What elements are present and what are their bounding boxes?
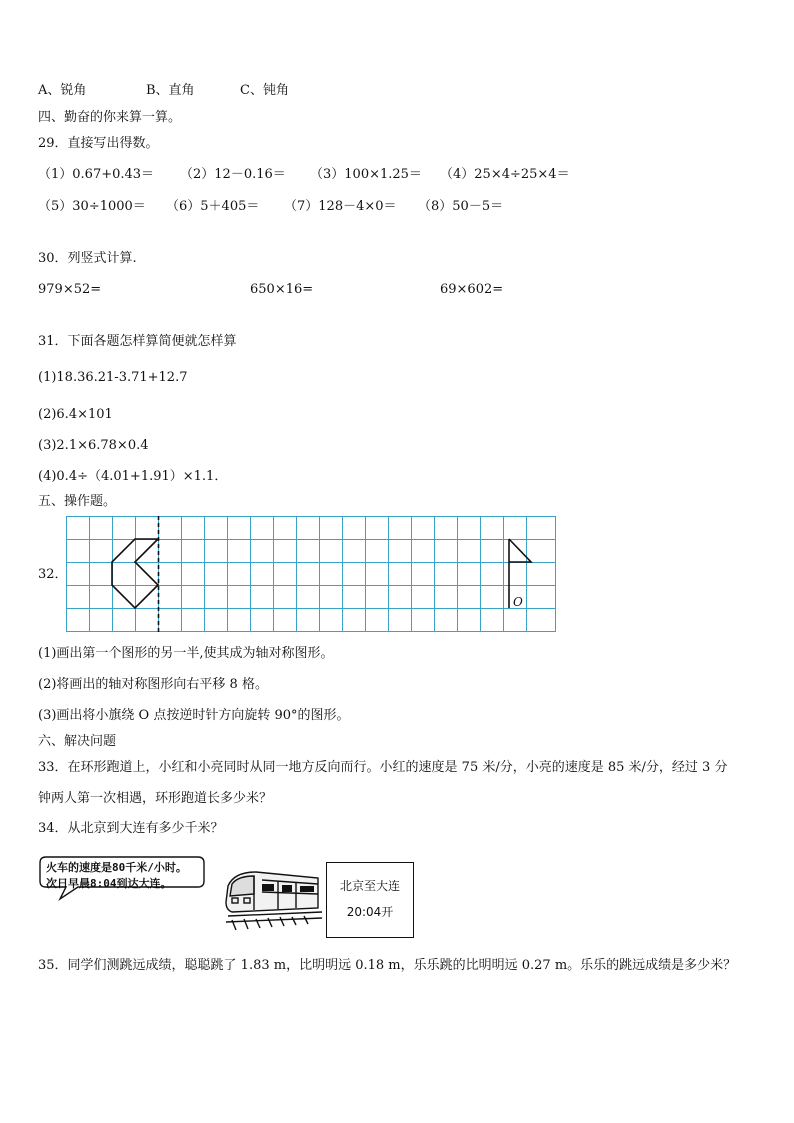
q34-title: 34．从北京到大连有多少千米？ (38, 821, 224, 836)
speech-bubble-text (46, 860, 187, 892)
q30-item-2: 650×16= (250, 282, 314, 297)
q29-item-2: （2）12－0.16＝ (180, 167, 286, 182)
grid-lines (67, 516, 556, 632)
q29-item-8: （8）50－5＝ (418, 199, 504, 214)
q29-item-5: （5）30÷1000＝ (38, 199, 146, 214)
q32-item-3: (3)画出将小旗绕 O 点按逆时针方向旋转 90°的图形。 (38, 708, 350, 723)
q29-item-4: （4）25×4÷25×4＝ (440, 167, 570, 182)
choice-b: B、直角 (146, 83, 195, 98)
q29-item-6: （6）5＋405＝ (166, 199, 260, 214)
q33-line-2: 钟两人第一次相遇，环形跑道长多少米？ (38, 791, 273, 806)
q32-item-2: (2)将画出的轴对称图形向右平移 8 格。 (38, 677, 268, 692)
q29-item-1: （1）0.67+0.43＝ (38, 167, 155, 182)
train-icon (222, 864, 324, 934)
bubble-line-1: 火车的速度是80千米/小时。 (46, 861, 187, 874)
choice-c: C、钝角 (240, 83, 289, 98)
q32-item-1: (1)画出第一个图形的另一半,使其成为轴对称图形。 (38, 646, 334, 661)
choice-a: A、锐角 (38, 83, 87, 98)
q31-item-4: (4)0.4÷（4.01+1.91）×1.1． (38, 469, 228, 484)
q31-item-3: (3)2.1×6.78×0.4 (38, 438, 149, 453)
q31-title: 31．下面各题怎样算简便就怎样算 (38, 334, 237, 349)
timetable-sign (326, 862, 414, 938)
q29-item-3: （3）100×1.25＝ (310, 167, 422, 182)
q33-line-1: 33．在环形跑道上，小红和小亮同时从同一地方反向而行。小红的速度是 75 米/分，小亮的速度是 85 米/分，经过 3 分 (38, 760, 728, 775)
section-6-title: 六、解决问题 (38, 734, 117, 749)
q31-item-1: (1)18.36.21-3.71+12.7 (38, 370, 188, 385)
q30-item-1: 979×52= (38, 282, 102, 297)
q32-grid (66, 516, 556, 634)
sign-line-1: 北京至大连 (339, 879, 400, 893)
bubble-line-2: 次日早晨8:04到达大连。 (46, 877, 172, 890)
q32-label: 32． (38, 567, 68, 582)
q29-item-7: （7）128－4×0＝ (284, 199, 397, 214)
section-4-title: 四、勤奋的你来算一算。 (38, 110, 182, 125)
q30-item-3: 69×602= (440, 282, 504, 297)
q30-title: 30．列竖式计算. (38, 251, 137, 266)
sign-line-2: 20:04开 (346, 905, 394, 919)
q29-title: 29．直接写出得数。 (38, 136, 159, 151)
q31-item-2: (2)6.4×101 (38, 407, 113, 422)
section-5-title: 五、操作题。 (38, 494, 117, 509)
q35-text: 35．同学们测跳远成绩，聪聪跳了 1.83 m，比明明远 0.18 m，乐乐跳的比明明远 0.27 m。乐乐的跳远成绩是多少米？ (38, 958, 737, 973)
point-o-label: O (513, 595, 523, 609)
